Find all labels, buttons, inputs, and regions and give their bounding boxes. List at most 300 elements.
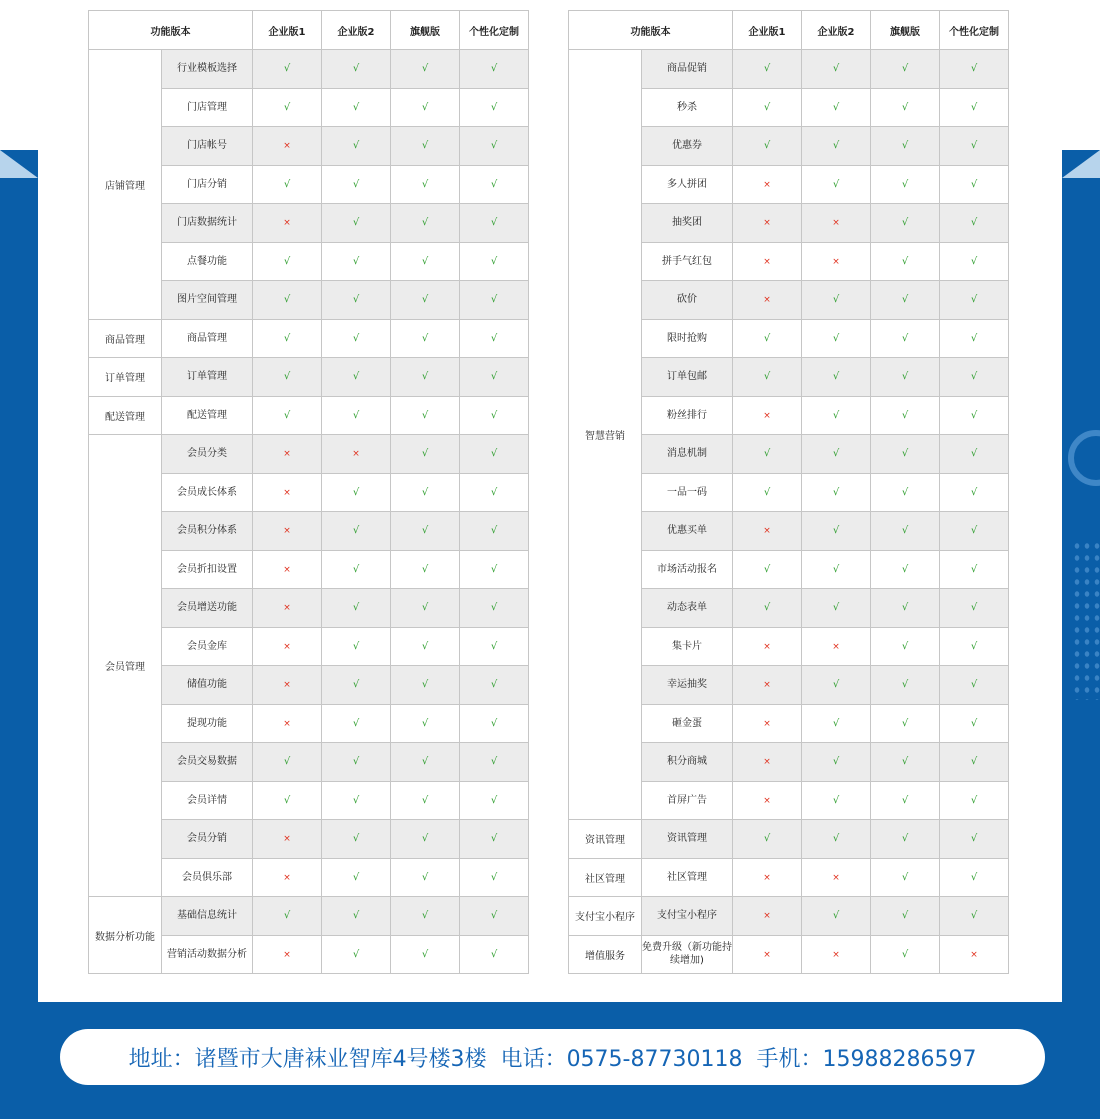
feature-name: 拼手气红包 bbox=[642, 242, 733, 281]
support-cell bbox=[733, 242, 802, 281]
support-cell bbox=[940, 935, 1009, 974]
check-icon: √ bbox=[283, 63, 291, 75]
support-cell bbox=[940, 204, 1009, 243]
support-cell bbox=[940, 897, 1009, 936]
support-cell bbox=[253, 743, 322, 782]
check-icon: √ bbox=[901, 63, 909, 75]
support-cell bbox=[871, 743, 940, 782]
check-icon: √ bbox=[421, 332, 429, 344]
check-icon: √ bbox=[832, 525, 840, 537]
support-cell bbox=[253, 319, 322, 358]
check-icon: √ bbox=[970, 679, 978, 691]
table-row bbox=[569, 858, 1009, 897]
check-icon: √ bbox=[490, 140, 498, 152]
check-icon: √ bbox=[352, 63, 360, 75]
table-row bbox=[569, 897, 1009, 936]
check-icon: √ bbox=[832, 178, 840, 190]
support-cell bbox=[391, 242, 460, 281]
feature-name: 门店管理 bbox=[162, 88, 253, 127]
check-icon: √ bbox=[421, 871, 429, 883]
check-icon: √ bbox=[490, 294, 498, 306]
support-cell bbox=[460, 88, 529, 127]
check-icon: √ bbox=[901, 948, 909, 960]
support-cell bbox=[733, 704, 802, 743]
cross-icon: × bbox=[763, 872, 771, 883]
cross-icon: × bbox=[763, 680, 771, 691]
check-icon: √ bbox=[283, 255, 291, 267]
decorative-dots bbox=[1072, 540, 1100, 700]
support-cell bbox=[253, 358, 322, 397]
support-cell bbox=[322, 743, 391, 782]
feature-name: 订单管理 bbox=[162, 358, 253, 397]
check-icon: √ bbox=[421, 217, 429, 229]
check-icon: √ bbox=[490, 563, 498, 575]
check-icon: √ bbox=[832, 371, 840, 383]
check-icon: √ bbox=[901, 448, 909, 460]
support-cell bbox=[802, 704, 871, 743]
support-cell bbox=[391, 589, 460, 628]
check-icon: √ bbox=[421, 255, 429, 267]
support-cell bbox=[253, 204, 322, 243]
contact-footer bbox=[60, 1029, 1045, 1085]
check-icon: √ bbox=[832, 63, 840, 75]
support-cell bbox=[322, 88, 391, 127]
check-icon: √ bbox=[901, 910, 909, 922]
check-icon: √ bbox=[970, 178, 978, 190]
feature-name: 商品管理 bbox=[162, 319, 253, 358]
support-cell bbox=[733, 820, 802, 859]
check-icon: √ bbox=[421, 486, 429, 498]
check-icon: √ bbox=[421, 833, 429, 845]
table-row bbox=[89, 897, 529, 936]
support-cell bbox=[460, 127, 529, 166]
support-cell bbox=[253, 242, 322, 281]
cross-icon: × bbox=[763, 410, 771, 421]
check-icon: √ bbox=[352, 563, 360, 575]
check-icon: √ bbox=[901, 756, 909, 768]
check-icon: √ bbox=[352, 486, 360, 498]
support-cell bbox=[733, 935, 802, 974]
cross-icon: × bbox=[763, 795, 771, 806]
support-cell bbox=[871, 935, 940, 974]
support-cell bbox=[322, 358, 391, 397]
cross-icon: × bbox=[283, 834, 291, 845]
feature-name: 提现功能 bbox=[162, 704, 253, 743]
check-icon: √ bbox=[421, 101, 429, 113]
support-cell bbox=[733, 666, 802, 705]
support-cell bbox=[391, 781, 460, 820]
check-icon: √ bbox=[421, 525, 429, 537]
cross-icon: × bbox=[283, 680, 291, 691]
support-cell bbox=[871, 127, 940, 166]
support-cell bbox=[253, 550, 322, 589]
support-cell bbox=[253, 165, 322, 204]
support-cell bbox=[460, 858, 529, 897]
footer-mobile: 手机：15988286597 bbox=[756, 1046, 977, 1072]
support-cell bbox=[391, 50, 460, 89]
check-icon: √ bbox=[283, 794, 291, 806]
check-icon: √ bbox=[970, 486, 978, 498]
check-icon: √ bbox=[421, 756, 429, 768]
support-cell bbox=[940, 781, 1009, 820]
check-icon: √ bbox=[490, 409, 498, 421]
support-cell bbox=[871, 281, 940, 320]
support-cell bbox=[940, 820, 1009, 859]
check-icon: √ bbox=[763, 833, 771, 845]
check-icon: √ bbox=[970, 101, 978, 113]
check-icon: √ bbox=[832, 756, 840, 768]
support-cell bbox=[253, 820, 322, 859]
check-icon: √ bbox=[763, 371, 771, 383]
background-accent-right bbox=[1062, 150, 1100, 178]
check-icon: √ bbox=[832, 101, 840, 113]
check-icon: √ bbox=[970, 255, 978, 267]
feature-name: 砸金蛋 bbox=[642, 704, 733, 743]
check-icon: √ bbox=[970, 525, 978, 537]
check-icon: √ bbox=[901, 101, 909, 113]
check-icon: √ bbox=[421, 794, 429, 806]
header-enterprise-2: 企业版2 bbox=[322, 11, 391, 50]
support-cell bbox=[802, 512, 871, 551]
feature-name: 资讯管理 bbox=[642, 820, 733, 859]
support-cell bbox=[322, 820, 391, 859]
check-icon: √ bbox=[490, 679, 498, 691]
check-icon: √ bbox=[421, 679, 429, 691]
check-icon: √ bbox=[352, 948, 360, 960]
support-cell bbox=[940, 396, 1009, 435]
feature-name: 多人拼团 bbox=[642, 165, 733, 204]
feature-name: 点餐功能 bbox=[162, 242, 253, 281]
support-cell bbox=[391, 204, 460, 243]
group-label: 会员管理 bbox=[89, 435, 162, 897]
header-enterprise-1: 企业版1 bbox=[253, 11, 322, 50]
table-row bbox=[89, 435, 529, 474]
group-label: 资讯管理 bbox=[569, 820, 642, 859]
check-icon: √ bbox=[421, 948, 429, 960]
support-cell bbox=[802, 204, 871, 243]
support-cell bbox=[322, 396, 391, 435]
support-cell bbox=[871, 204, 940, 243]
check-icon: √ bbox=[490, 948, 498, 960]
cross-icon: × bbox=[283, 718, 291, 729]
support-cell bbox=[733, 589, 802, 628]
feature-name: 一品一码 bbox=[642, 473, 733, 512]
support-cell bbox=[871, 781, 940, 820]
support-cell bbox=[940, 319, 1009, 358]
support-cell bbox=[802, 820, 871, 859]
cross-icon: × bbox=[763, 179, 771, 190]
check-icon: √ bbox=[970, 140, 978, 152]
feature-name: 消息机制 bbox=[642, 435, 733, 474]
support-cell bbox=[733, 858, 802, 897]
table-row bbox=[89, 50, 529, 89]
support-cell bbox=[871, 897, 940, 936]
feature-name: 会员成长体系 bbox=[162, 473, 253, 512]
check-icon: √ bbox=[490, 217, 498, 229]
check-icon: √ bbox=[901, 140, 909, 152]
feature-name: 订单包邮 bbox=[642, 358, 733, 397]
check-icon: √ bbox=[970, 602, 978, 614]
support-cell bbox=[322, 204, 391, 243]
check-icon: √ bbox=[421, 717, 429, 729]
support-cell bbox=[322, 781, 391, 820]
cross-icon: × bbox=[832, 256, 840, 267]
cross-icon: × bbox=[352, 449, 360, 460]
cross-icon: × bbox=[283, 564, 291, 575]
support-cell bbox=[802, 435, 871, 474]
support-cell bbox=[871, 627, 940, 666]
header-custom: 个性化定制 bbox=[940, 11, 1009, 50]
support-cell bbox=[802, 358, 871, 397]
support-cell bbox=[253, 512, 322, 551]
check-icon: √ bbox=[763, 563, 771, 575]
support-cell bbox=[802, 88, 871, 127]
feature-name: 门店帐号 bbox=[162, 127, 253, 166]
check-icon: √ bbox=[421, 563, 429, 575]
check-icon: √ bbox=[901, 563, 909, 575]
support-cell bbox=[460, 281, 529, 320]
support-cell bbox=[322, 512, 391, 551]
check-icon: √ bbox=[283, 332, 291, 344]
cross-icon: × bbox=[283, 449, 291, 460]
support-cell bbox=[322, 704, 391, 743]
feature-name: 抽奖团 bbox=[642, 204, 733, 243]
feature-name: 秒杀 bbox=[642, 88, 733, 127]
support-cell bbox=[460, 704, 529, 743]
feature-name: 会员积分体系 bbox=[162, 512, 253, 551]
check-icon: √ bbox=[901, 332, 909, 344]
check-icon: √ bbox=[970, 294, 978, 306]
support-cell bbox=[871, 666, 940, 705]
support-cell bbox=[733, 627, 802, 666]
feature-name: 图片空间管理 bbox=[162, 281, 253, 320]
check-icon: √ bbox=[832, 486, 840, 498]
support-cell bbox=[391, 319, 460, 358]
check-icon: √ bbox=[490, 255, 498, 267]
feature-name: 幸运抽奖 bbox=[642, 666, 733, 705]
support-cell bbox=[253, 897, 322, 936]
table-header-row bbox=[569, 11, 1009, 50]
support-cell bbox=[940, 242, 1009, 281]
check-icon: √ bbox=[283, 178, 291, 190]
check-icon: √ bbox=[352, 217, 360, 229]
check-icon: √ bbox=[421, 448, 429, 460]
check-icon: √ bbox=[832, 448, 840, 460]
check-icon: √ bbox=[352, 833, 360, 845]
check-icon: √ bbox=[352, 178, 360, 190]
check-icon: √ bbox=[832, 140, 840, 152]
support-cell bbox=[322, 435, 391, 474]
check-icon: √ bbox=[901, 602, 909, 614]
support-cell bbox=[253, 127, 322, 166]
check-icon: √ bbox=[832, 717, 840, 729]
check-icon: √ bbox=[832, 833, 840, 845]
support-cell bbox=[253, 627, 322, 666]
support-cell bbox=[802, 897, 871, 936]
feature-name: 集卡片 bbox=[642, 627, 733, 666]
support-cell bbox=[802, 473, 871, 512]
check-icon: √ bbox=[283, 910, 291, 922]
support-cell bbox=[940, 589, 1009, 628]
support-cell bbox=[460, 396, 529, 435]
check-icon: √ bbox=[421, 140, 429, 152]
group-label: 店铺管理 bbox=[89, 50, 162, 320]
check-icon: √ bbox=[901, 871, 909, 883]
check-icon: √ bbox=[421, 371, 429, 383]
cross-icon: × bbox=[283, 218, 291, 229]
support-cell bbox=[253, 704, 322, 743]
support-cell bbox=[733, 396, 802, 435]
check-icon: √ bbox=[490, 794, 498, 806]
check-icon: √ bbox=[352, 640, 360, 652]
check-icon: √ bbox=[970, 910, 978, 922]
feature-name: 限时抢购 bbox=[642, 319, 733, 358]
check-icon: √ bbox=[970, 640, 978, 652]
cross-icon: × bbox=[763, 526, 771, 537]
group-label: 支付宝小程序 bbox=[569, 897, 642, 936]
support-cell bbox=[253, 473, 322, 512]
support-cell bbox=[322, 50, 391, 89]
feature-name: 会员金库 bbox=[162, 627, 253, 666]
support-cell bbox=[391, 435, 460, 474]
support-cell bbox=[802, 396, 871, 435]
support-cell bbox=[391, 550, 460, 589]
check-icon: √ bbox=[901, 486, 909, 498]
support-cell bbox=[460, 435, 529, 474]
support-cell bbox=[940, 627, 1009, 666]
support-cell bbox=[871, 88, 940, 127]
group-label: 数据分析功能 bbox=[89, 897, 162, 974]
check-icon: √ bbox=[352, 910, 360, 922]
support-cell bbox=[733, 781, 802, 820]
support-cell bbox=[322, 666, 391, 705]
support-cell bbox=[322, 935, 391, 974]
support-cell bbox=[391, 627, 460, 666]
feature-name: 配送管理 bbox=[162, 396, 253, 435]
cross-icon: × bbox=[832, 949, 840, 960]
table-header-row bbox=[89, 11, 529, 50]
support-cell bbox=[460, 743, 529, 782]
support-cell bbox=[733, 435, 802, 474]
support-cell bbox=[391, 897, 460, 936]
check-icon: √ bbox=[970, 871, 978, 883]
support-cell bbox=[460, 897, 529, 936]
support-cell bbox=[733, 358, 802, 397]
support-cell bbox=[802, 550, 871, 589]
check-icon: √ bbox=[352, 294, 360, 306]
support-cell bbox=[871, 50, 940, 89]
check-icon: √ bbox=[832, 563, 840, 575]
check-icon: √ bbox=[901, 217, 909, 229]
check-icon: √ bbox=[352, 602, 360, 614]
support-cell bbox=[733, 88, 802, 127]
feature-table-left bbox=[88, 10, 529, 974]
feature-name: 营销活动数据分析 bbox=[162, 935, 253, 974]
support-cell bbox=[322, 627, 391, 666]
table-row bbox=[89, 358, 529, 397]
support-cell bbox=[802, 743, 871, 782]
check-icon: √ bbox=[490, 101, 498, 113]
support-cell bbox=[940, 743, 1009, 782]
group-label: 配送管理 bbox=[89, 396, 162, 435]
support-cell bbox=[391, 88, 460, 127]
support-cell bbox=[253, 50, 322, 89]
check-icon: √ bbox=[490, 602, 498, 614]
support-cell bbox=[940, 473, 1009, 512]
feature-name: 会员增送功能 bbox=[162, 589, 253, 628]
cross-icon: × bbox=[283, 872, 291, 883]
check-icon: √ bbox=[901, 679, 909, 691]
support-cell bbox=[871, 589, 940, 628]
support-cell bbox=[802, 319, 871, 358]
group-label: 增值服务 bbox=[569, 935, 642, 974]
footer-phone: 电话：0575-87730118 bbox=[500, 1046, 743, 1072]
check-icon: √ bbox=[421, 910, 429, 922]
check-icon: √ bbox=[832, 602, 840, 614]
check-icon: √ bbox=[490, 63, 498, 75]
feature-name: 免费升级（新功能持续增加) bbox=[642, 935, 733, 974]
support-cell bbox=[391, 820, 460, 859]
check-icon: √ bbox=[490, 332, 498, 344]
cross-icon: × bbox=[763, 641, 771, 652]
feature-name: 会员俱乐部 bbox=[162, 858, 253, 897]
support-cell bbox=[940, 88, 1009, 127]
support-cell bbox=[460, 627, 529, 666]
check-icon: √ bbox=[901, 178, 909, 190]
check-icon: √ bbox=[421, 409, 429, 421]
check-icon: √ bbox=[763, 332, 771, 344]
check-icon: √ bbox=[970, 371, 978, 383]
support-cell bbox=[940, 550, 1009, 589]
feature-name: 行业模板选择 bbox=[162, 50, 253, 89]
table-row bbox=[89, 396, 529, 435]
header-enterprise-2: 企业版2 bbox=[802, 11, 871, 50]
cross-icon: × bbox=[763, 949, 771, 960]
check-icon: √ bbox=[832, 910, 840, 922]
header-flagship: 旗舰版 bbox=[871, 11, 940, 50]
support-cell bbox=[940, 512, 1009, 551]
support-cell bbox=[460, 820, 529, 859]
check-icon: √ bbox=[901, 371, 909, 383]
header-enterprise-1: 企业版1 bbox=[733, 11, 802, 50]
support-cell bbox=[802, 127, 871, 166]
support-cell bbox=[733, 127, 802, 166]
check-icon: √ bbox=[283, 371, 291, 383]
support-cell bbox=[802, 935, 871, 974]
check-icon: √ bbox=[901, 640, 909, 652]
support-cell bbox=[940, 858, 1009, 897]
check-icon: √ bbox=[763, 63, 771, 75]
support-cell bbox=[253, 396, 322, 435]
check-icon: √ bbox=[763, 602, 771, 614]
feature-name: 基础信息统计 bbox=[162, 897, 253, 936]
header-function-version: 功能版本 bbox=[89, 11, 253, 50]
check-icon: √ bbox=[970, 563, 978, 575]
support-cell bbox=[871, 165, 940, 204]
check-icon: √ bbox=[970, 332, 978, 344]
support-cell bbox=[253, 88, 322, 127]
support-cell bbox=[322, 473, 391, 512]
feature-name: 粉丝排行 bbox=[642, 396, 733, 435]
support-cell bbox=[322, 242, 391, 281]
check-icon: √ bbox=[490, 525, 498, 537]
feature-name: 动态表单 bbox=[642, 589, 733, 628]
check-icon: √ bbox=[970, 794, 978, 806]
check-icon: √ bbox=[352, 525, 360, 537]
cross-icon: × bbox=[763, 911, 771, 922]
check-icon: √ bbox=[421, 178, 429, 190]
feature-name: 支付宝小程序 bbox=[642, 897, 733, 936]
